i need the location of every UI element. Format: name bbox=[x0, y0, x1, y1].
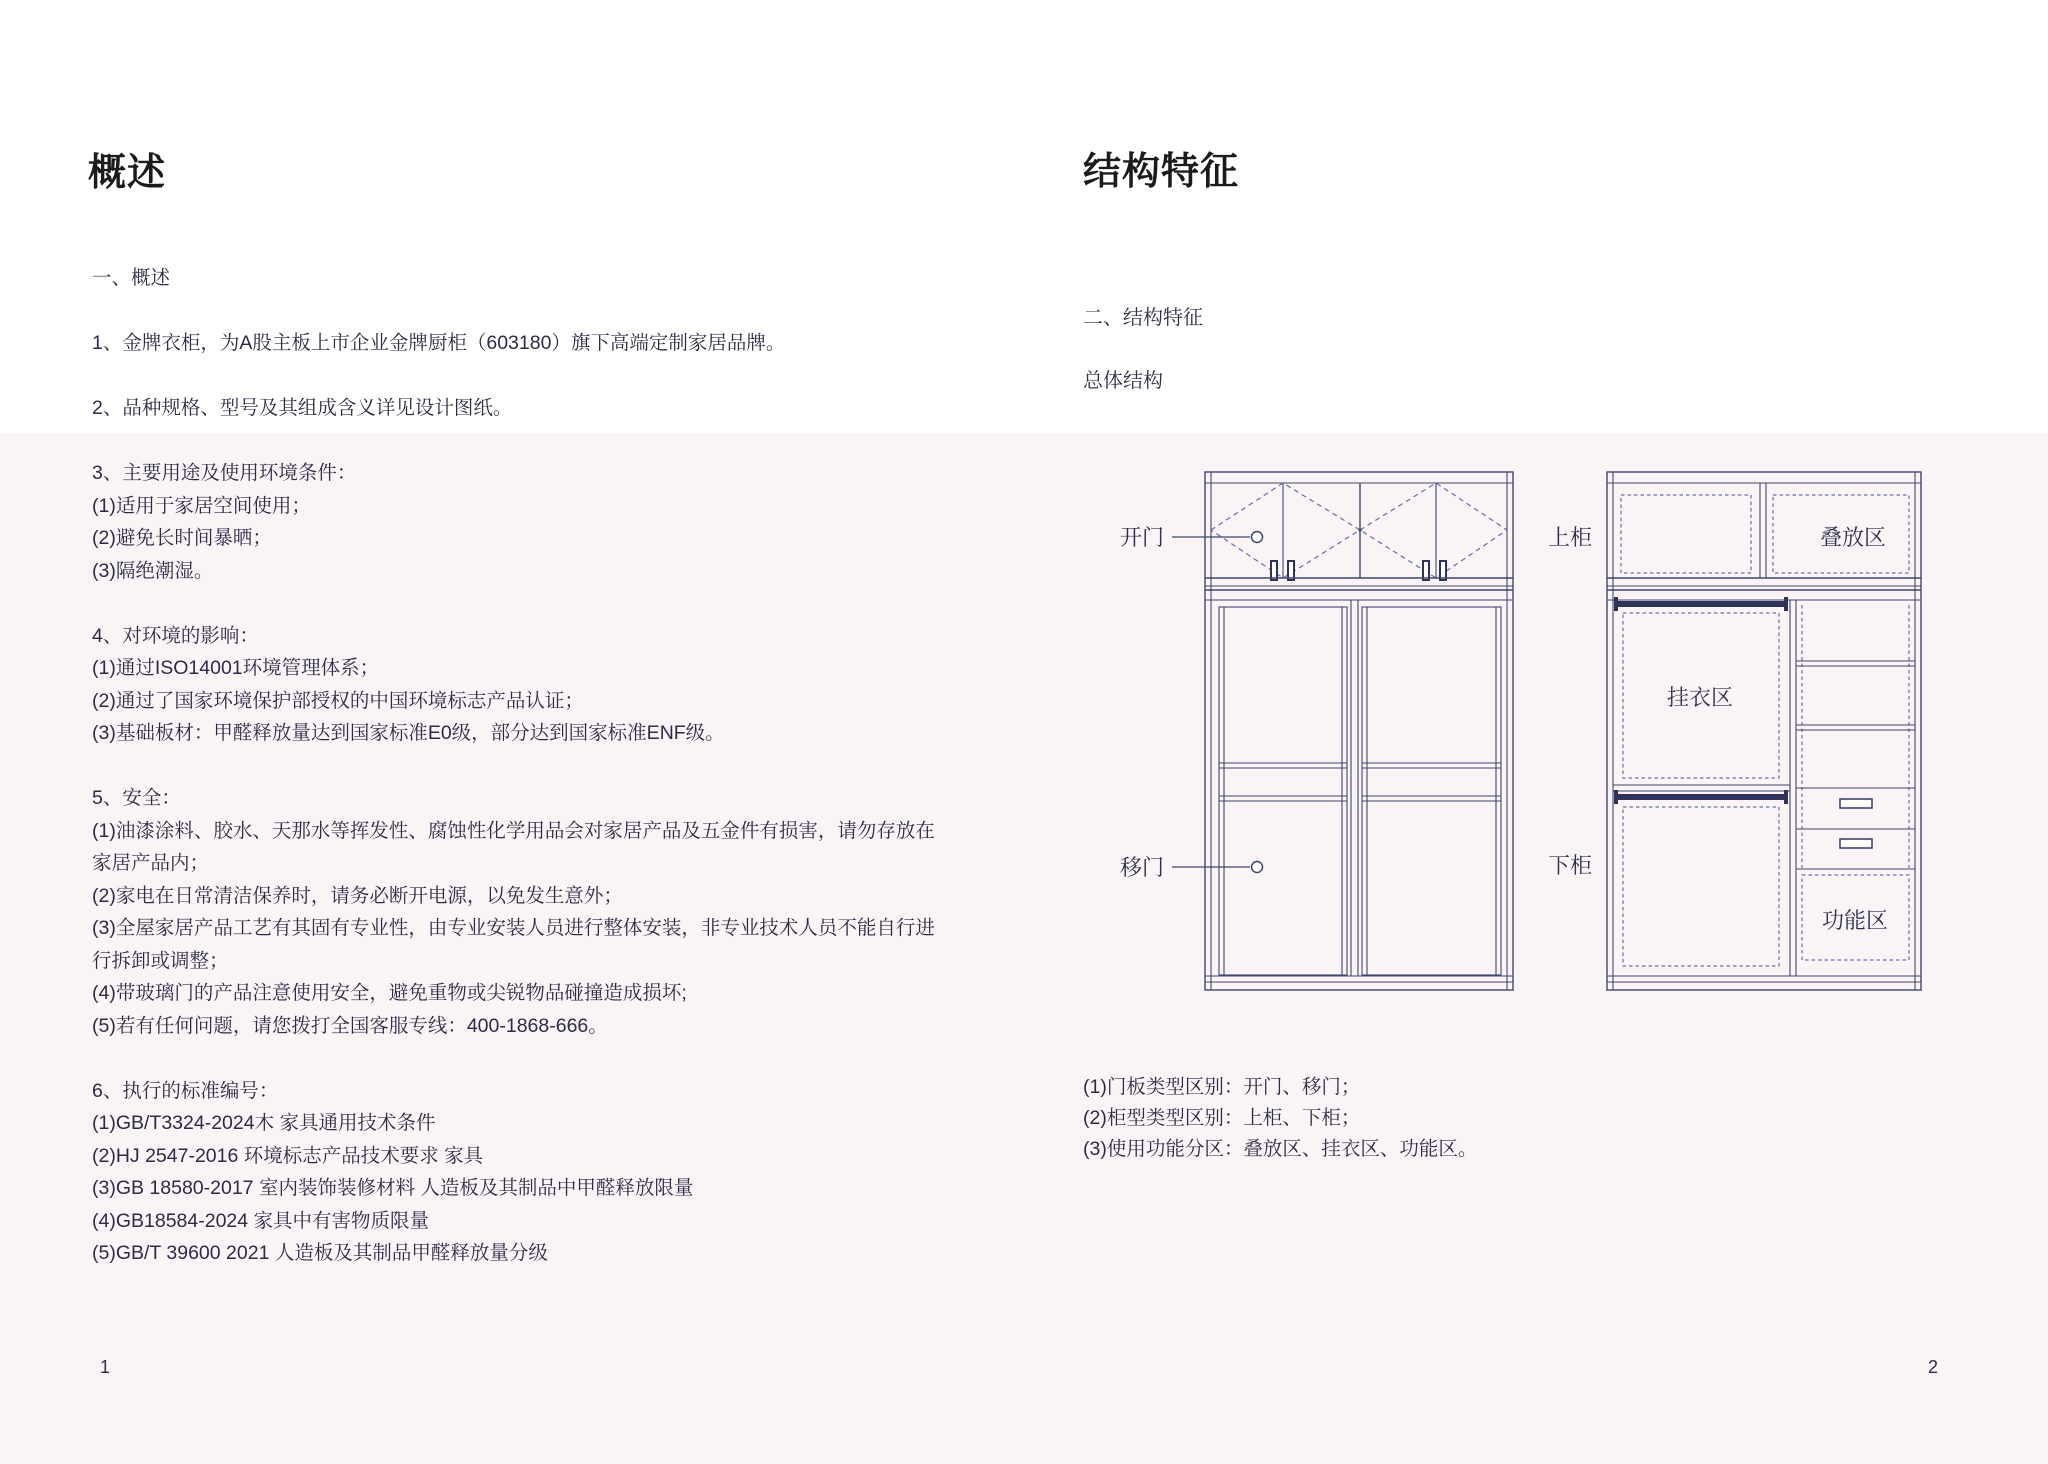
door-handle bbox=[1271, 561, 1277, 580]
paragraph-specs: 2、品种规格、型号及其组成含义详见设计图纸。 bbox=[92, 397, 513, 419]
paragraph-brand: 1、金牌衣柜，为A股主板上市企业金牌厨柜（603180）旗下高端定制家居品牌。 bbox=[92, 332, 786, 354]
drawer-handle bbox=[1840, 799, 1872, 808]
overall-structure-heading: 总体结构 bbox=[1083, 370, 1163, 392]
sliding-door-right-panel bbox=[1362, 607, 1501, 975]
paragraph-usage: 3、主要用途及使用环境条件： (1)适用于家居空间使用； (2)避免长时间暴晒； (3)隔绝潮湿。 bbox=[92, 462, 357, 582]
sliding-door-leader-dot bbox=[1252, 862, 1263, 873]
hinged-door-leader-dot bbox=[1252, 532, 1263, 543]
wardrobe-exterior-diagram bbox=[1205, 472, 1513, 990]
wardrobe-structure-diagram bbox=[1100, 460, 1960, 1000]
page-number-left: 1 bbox=[100, 1357, 111, 1377]
door-handle bbox=[1440, 561, 1446, 580]
door-swing-dashes-left-pair bbox=[1211, 483, 1360, 578]
stacking-zone-label: 叠放区 bbox=[1819, 525, 1887, 550]
door-swing-dashes-right-pair bbox=[1360, 483, 1507, 578]
hanging-rod-upper bbox=[1617, 601, 1787, 607]
page-number-right: 2 bbox=[1928, 1357, 1939, 1377]
wardrobe-interior-diagram bbox=[1607, 472, 1921, 990]
paragraph-safety: 5、安全： (1)油漆涂料、胶水、天那水等挥发性、腐蚀性化学用品会对家居产品及五金件有损害，请勿存放在 家居产品内； (2)家电在日常清洁保养时，请务必断开电源，以免发生意外； (3)全屋家居产品工艺有其固有专业性，由专业安装人员进行整体安装，非专业技术人员不能自行进 行拆卸或调整； (4)带玻璃门的产品注意使用安全，避免重物或尖锐物品碰撞造成损坏; (5)若有任何问题，请您拨打全国客服专线：400-1868-666。 bbox=[92, 787, 935, 1037]
function-zone-label: 功能区 bbox=[1821, 908, 1889, 933]
upper-left-compartment-dashed bbox=[1621, 495, 1751, 573]
drawer-handle bbox=[1840, 839, 1872, 848]
hinged-door-label: 开门 bbox=[1120, 525, 1165, 550]
hanging-zone-label: 挂衣区 bbox=[1666, 685, 1734, 710]
sliding-door-left-panel bbox=[1219, 607, 1347, 975]
door-handle bbox=[1288, 561, 1294, 580]
hanging-zone-lower-dashed bbox=[1623, 807, 1779, 966]
structure-notes: (1)门板类型区别：开门、移门； (2)柜型类型区别：上柜、下柜； (3)使用功能分区：叠放区、挂衣区、功能区。 bbox=[1083, 1076, 1478, 1160]
section-heading: 一、概述 bbox=[92, 267, 171, 289]
page-title-structure: 结构特征 bbox=[1083, 151, 1240, 193]
upper-cabinet-label: 上柜 bbox=[1548, 525, 1593, 550]
structure-section-heading: 二、结构特征 bbox=[1083, 307, 1203, 329]
page-title-overview: 概述 bbox=[88, 152, 167, 194]
paragraph-environment: 4、对环境的影响： (1)通过ISO14001环境管理体系； (2)通过了国家环境保护部授权的中国环境标志产品认证； (3)基础板材：甲醛释放量达到国家标准E0级，部分达到国家标准ENF级。 bbox=[92, 624, 725, 744]
sliding-door-label: 移门 bbox=[1120, 855, 1165, 880]
paragraph-standards: 6、执行的标准编号： (1)GB/T3324-2024木 家具通用技术条件 (2)HJ 2547-2016 环境标志产品技术要求 家具 (3)GB 18580-2017 室内装饰装修材料 人造板及其制品中甲醛释放限量 (4)GB18584-2024 家具中有害物质限量 (5)GB/T 39600 2021 人造板及其制品甲醛释放量分级 bbox=[92, 1079, 694, 1264]
overview-body bbox=[92, 262, 992, 1270]
door-handle bbox=[1423, 561, 1429, 580]
hanging-rod-lower bbox=[1617, 794, 1787, 800]
lower-cabinet-label: 下柜 bbox=[1548, 853, 1593, 878]
